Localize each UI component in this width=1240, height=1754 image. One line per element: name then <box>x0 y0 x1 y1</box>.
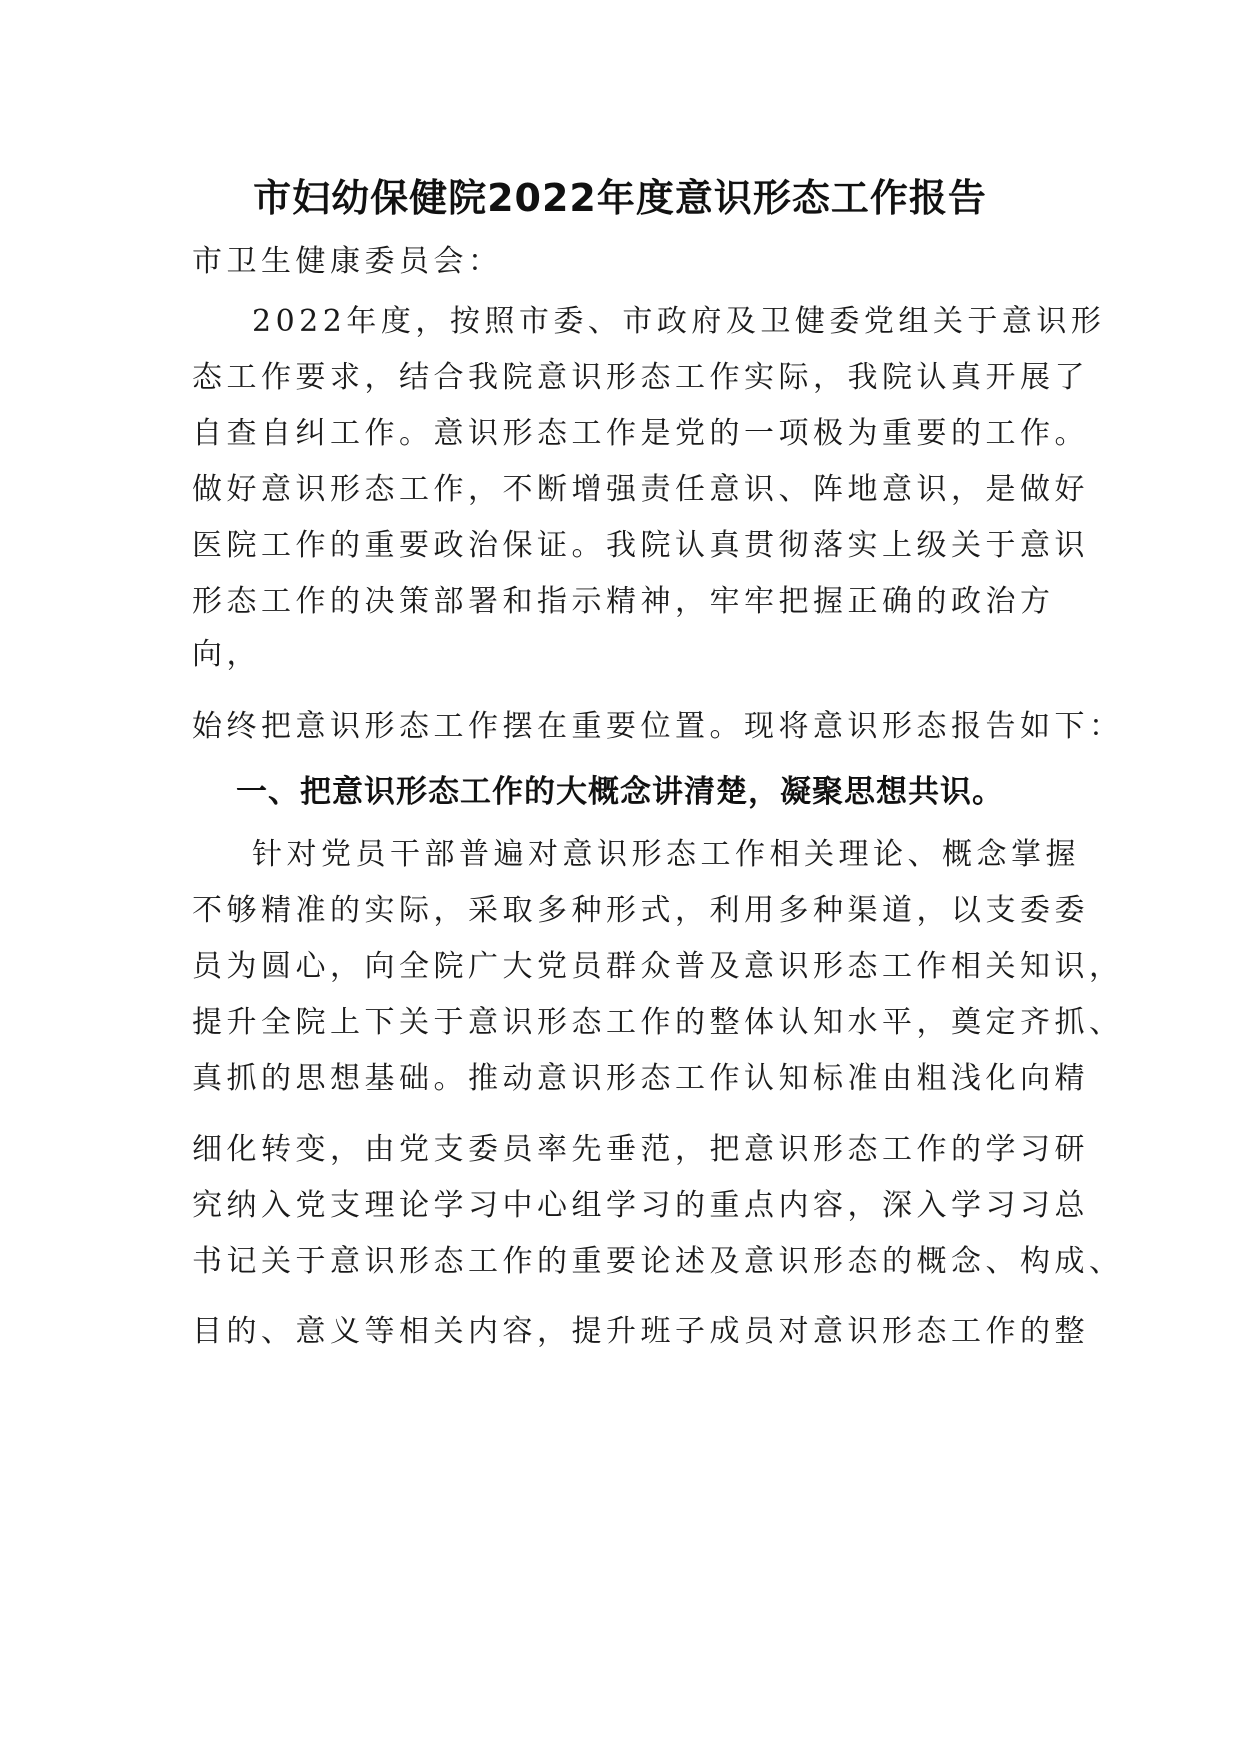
salutation: 市卫生健康委员会： <box>192 244 503 279</box>
intro-line-5: 医院工作的重要政治保证。我院认真贯彻落实上级关于意识 <box>192 528 1089 563</box>
section-1-line-4: 提升全院上下关于意识形态工作的整体认知水平，奠定齐抓、 <box>192 1005 1124 1040</box>
intro-line-2: 态工作要求，结合我院意识形态工作实际，我院认真开展了 <box>192 360 1089 395</box>
section-1-line-6: 细化转变，由党支委员率先垂范，把意识形态工作的学习研 <box>192 1132 1089 1167</box>
section-1-line-8: 书记关于意识形态工作的重要论述及意识形态的概念、构成、 <box>192 1244 1124 1279</box>
intro-line-7: 向， <box>192 637 261 672</box>
section-1-line-1: 针对党员干部普遍对意识形态工作相关理论、概念掌握 <box>252 837 1080 872</box>
intro-line-4: 做好意识形态工作，不断增强责任意识、阵地意识，是做好 <box>192 472 1089 507</box>
intro-line-1: 2022年度，按照市委、市政府及卫健委党组关于意识形 <box>252 304 1106 339</box>
intro-line-8: 始终把意识形态工作摆在重要位置。现将意识形态报告如下： <box>192 709 1124 744</box>
intro-line-3: 自查自纠工作。意识形态工作是党的一项极为重要的工作。 <box>192 416 1089 451</box>
intro-line-6: 形态工作的决策部署和指示精神，牢牢把握正确的政治方 <box>192 584 1055 619</box>
section-1-heading: 一、把意识形态工作的大概念讲清楚，凝聚思想共识。 <box>236 774 1004 810</box>
section-1-line-9: 目的、意义等相关内容，提升班子成员对意识形态工作的整 <box>192 1314 1089 1349</box>
document-title: 市妇幼保健院2022年度意识形态工作报告 <box>253 176 987 220</box>
section-1-line-2: 不够精准的实际，采取多种形式，利用多种渠道，以支委委 <box>192 893 1089 928</box>
section-1-line-3: 员为圆心，向全院广大党员群众普及意识形态工作相关知识， <box>192 949 1124 984</box>
section-1-line-5: 真抓的思想基础。推动意识形态工作认知标准由粗浅化向精 <box>192 1061 1089 1096</box>
section-1-line-7: 究纳入党支理论学习中心组学习的重点内容，深入学习习总 <box>192 1188 1089 1223</box>
